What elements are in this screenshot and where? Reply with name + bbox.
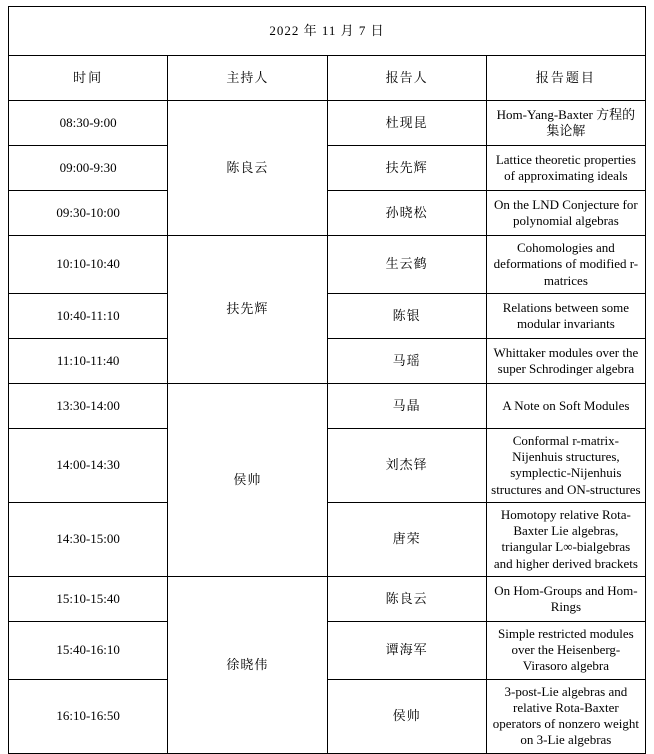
cell-speaker: 陈良云 (327, 576, 486, 621)
page-title: 2022 年 11 月 7 日 (9, 7, 646, 56)
cell-chair: 陈良云 (168, 101, 327, 236)
cell-chair: 徐晓伟 (168, 576, 327, 753)
table-row (9, 236, 646, 294)
cell-speaker: 谭海军 (327, 621, 486, 679)
cell-time: 09:30-10:00 (9, 191, 168, 236)
cell-time: 09:00-9:30 (9, 146, 168, 191)
cell-topic: On the LND Conjecture for polynomial algebras (486, 191, 645, 236)
cell-time: 11:10-11:40 (9, 338, 168, 383)
cell-topic: Homotopy relative Rota-Baxter Lie algebras, triangular L∞-bialgebras and higher derived brackets (486, 502, 645, 576)
cell-time: 13:30-14:00 (9, 383, 168, 428)
cell-time: 15:40-16:10 (9, 621, 168, 679)
cell-speaker: 马晶 (327, 383, 486, 428)
cell-topic: Relations between some modular invariants (486, 293, 645, 338)
cell-topic: Cohomologies and deformations of modified r-matrices (486, 236, 645, 294)
cell-time: 10:40-11:10 (9, 293, 168, 338)
cell-topic: Hom-Yang-Baxter 方程的集论解 (486, 101, 645, 146)
header-row (9, 56, 646, 101)
cell-time: 16:10-16:50 (9, 679, 168, 753)
cell-speaker: 唐荣 (327, 502, 486, 576)
cell-time: 10:10-10:40 (9, 236, 168, 294)
column-header-speaker: 报告人 (327, 56, 486, 101)
schedule-table (8, 6, 646, 754)
table-row (9, 146, 646, 191)
cell-speaker: 扶先辉 (327, 146, 486, 191)
cell-speaker: 马瑶 (327, 338, 486, 383)
cell-topic: Conformal r-matrix-Nijenhuis structures, symplectic-Nijenhuis structures and ON-structures (486, 428, 645, 502)
cell-topic: Simple restricted modules over the Heisenberg-Virasoro algebra (486, 621, 645, 679)
schedule-table-body (9, 7, 646, 754)
column-header-time: 时间 (9, 56, 168, 101)
table-row (9, 191, 646, 236)
cell-topic: On Hom-Groups and Hom-Rings (486, 576, 645, 621)
cell-topic: A Note on Soft Modules (486, 383, 645, 428)
cell-time: 14:00-14:30 (9, 428, 168, 502)
cell-speaker: 孙晓松 (327, 191, 486, 236)
table-row (9, 621, 646, 679)
cell-speaker: 杜现昆 (327, 101, 486, 146)
cell-speaker: 刘杰铎 (327, 428, 486, 502)
column-header-topic: 报告题目 (486, 56, 645, 101)
table-row (9, 428, 646, 502)
cell-topic: 3-post-Lie algebras and relative Rota-Baxter operators of nonzero weight on 3-Lie algebras (486, 679, 645, 753)
cell-speaker: 陈银 (327, 293, 486, 338)
cell-chair: 扶先辉 (168, 236, 327, 384)
cell-speaker: 生云鹤 (327, 236, 486, 294)
table-row (9, 101, 646, 146)
table-row (9, 383, 646, 428)
cell-time: 15:10-15:40 (9, 576, 168, 621)
column-header-chair: 主持人 (168, 56, 327, 101)
cell-topic: Lattice theoretic properties of approximating ideals (486, 146, 645, 191)
table-row (9, 576, 646, 621)
table-row (9, 293, 646, 338)
title-row (9, 7, 646, 56)
cell-topic: Whittaker modules over the super Schrodinger algebra (486, 338, 645, 383)
table-row (9, 679, 646, 753)
cell-time: 14:30-15:00 (9, 502, 168, 576)
cell-time: 08:30-9:00 (9, 101, 168, 146)
table-row (9, 338, 646, 383)
cell-chair: 侯帅 (168, 383, 327, 576)
cell-speaker: 侯帅 (327, 679, 486, 753)
table-row (9, 502, 646, 576)
